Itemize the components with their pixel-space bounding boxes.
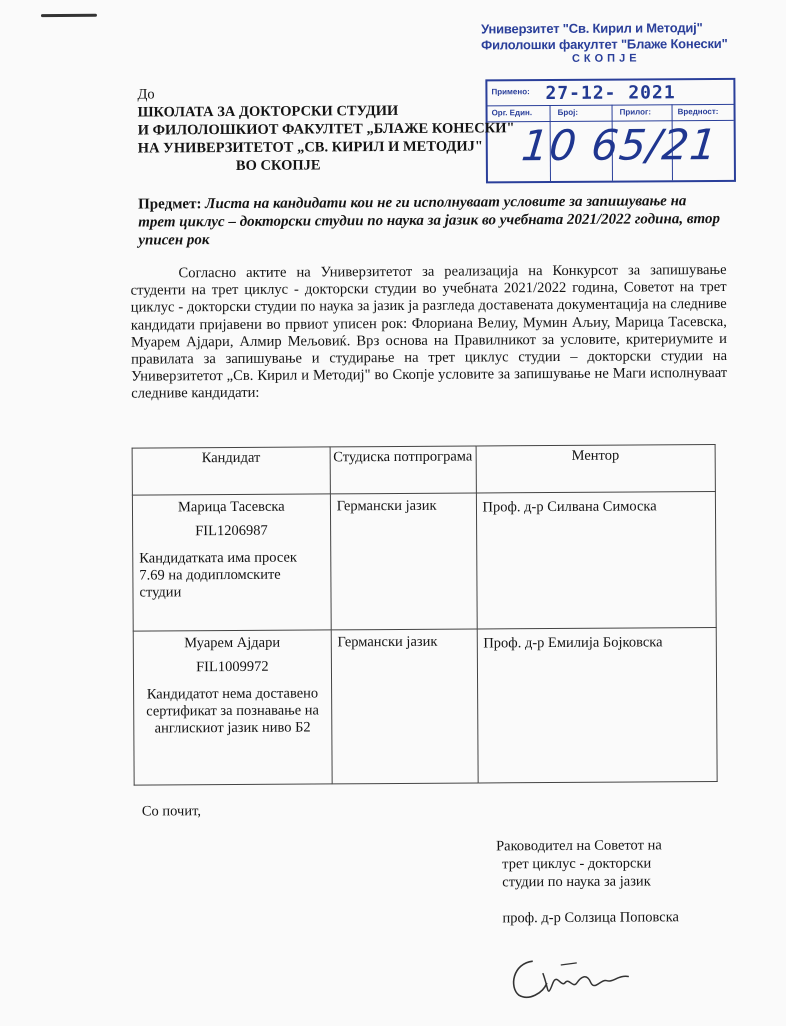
- header-candidate: Кандидат: [132, 447, 330, 495]
- candidate-cell: [133, 630, 332, 785]
- stamp-received-row: [487, 80, 733, 107]
- stamp-received-label: Примено:: [491, 87, 530, 97]
- candidate-name: Муарем Ајдари: [184, 634, 281, 652]
- program-cell: Германски јазик: [331, 629, 478, 784]
- stamp-box: [485, 78, 736, 184]
- subject: [138, 192, 722, 250]
- table-row: [132, 492, 716, 632]
- signatory-line: студии по наука за јазик: [502, 873, 651, 891]
- handwritten-registry-number: 10 65/21: [519, 119, 721, 171]
- candidate-note: Кандидатот нема доставено сертификат за познавање на англискиот јазик ниво Б2: [146, 685, 319, 737]
- stamp-faculty: Филолошки факултет "Блаже Конески": [481, 35, 728, 53]
- signatory-block: [496, 836, 679, 927]
- stamp-received-date: 27-12- 2021: [545, 82, 676, 105]
- candidate-code: FIL1009972: [196, 658, 269, 676]
- mentor-cell: Проф. д-р Силвана Симоска: [476, 492, 716, 629]
- candidates-table: [132, 444, 718, 786]
- candidate-note: Кандидатката има просек 7.69 на додипломските студии: [139, 549, 297, 601]
- addressee-to: До: [137, 86, 155, 103]
- signatory-line: Раководител на Советот на: [495, 837, 662, 855]
- header-mentor: Ментор: [476, 445, 716, 493]
- table-header-row: [132, 445, 715, 496]
- mentor-cell: Проф. д-р Емилија Бојковска: [477, 628, 717, 783]
- stamp-value-label: Вредност:: [677, 107, 719, 117]
- candidate-name: Марица Тасевска: [177, 498, 285, 516]
- signatory-name: проф. д-р Солзица Поповска: [502, 909, 679, 927]
- stamp-number-label: Број:: [557, 107, 579, 117]
- stamp-city: СКОПЈЕ: [571, 52, 641, 65]
- addressee-line: НА УНИВЕРЗИТЕТОТ „СВ. КИРИЛ И МЕТОДИЈ": [137, 138, 483, 157]
- closing: Со почит,: [141, 803, 201, 820]
- candidate-code: FIL1206987: [195, 522, 268, 540]
- stamp-university: Универзитет "Св. Кирил и Методиј": [481, 20, 703, 37]
- addressee-line: И ФИЛОЛОШКИОТ ФАКУЛТЕТ „БЛАЖЕ КОНЕСКИ": [137, 120, 515, 139]
- scan-mark: [41, 14, 97, 17]
- program-cell: Германски јазик: [330, 493, 477, 630]
- header-program: Студиска потпрограма: [330, 446, 476, 494]
- table-row: [133, 628, 717, 786]
- body-paragraph: Согласно актите на Универзитетот за реализација на Конкурсот за запишување студенти на трет циклус - докторски студии во учебната 2021/2022 година, Советот на трет циклус - докторски студии по наука за јазик ја разгледа доставената документација на следниве кандидати пријавени во првиот уписен рок: Флориана Велиу, Мумин Аљиу, Марица Тасевска, Муарем Ајдари, Алмир Мељовиќ. Врз основа на Правилникот за условите, критериумите и правилата за запишување и студирање на трет циклус студии – докторски студии на Универзитетот „Св. Кирил и Методиј" во Скопје условите за запишување не Маги исполнуваат следниве кандидати:: [130, 261, 728, 403]
- candidate-cell: [132, 494, 331, 631]
- signatory-line: трет циклус - докторски: [502, 855, 652, 873]
- handwritten-signature: [503, 942, 653, 1013]
- addressee-line: ШКОЛАТА ЗА ДОКТОРСКИ СТУДИИ: [137, 102, 399, 121]
- addressee: [137, 83, 514, 175]
- stamp-org-unit-label: Орг. Един.: [491, 108, 533, 118]
- addressee-city: ВО СКОПЈЕ: [235, 157, 321, 174]
- stamp-attachment-label: Прилог:: [619, 107, 652, 117]
- subject-text-rest: трет циклус – докторски студии по наука за јазик во учебната 2021/2022 година, втор уписен рок: [138, 210, 721, 249]
- subject-label: Предмет:: [138, 196, 202, 213]
- subject-text: Листа на кандидати кои не ги исполнуваат условите за запишување на: [205, 193, 687, 213]
- registry-stamp: [481, 20, 741, 171]
